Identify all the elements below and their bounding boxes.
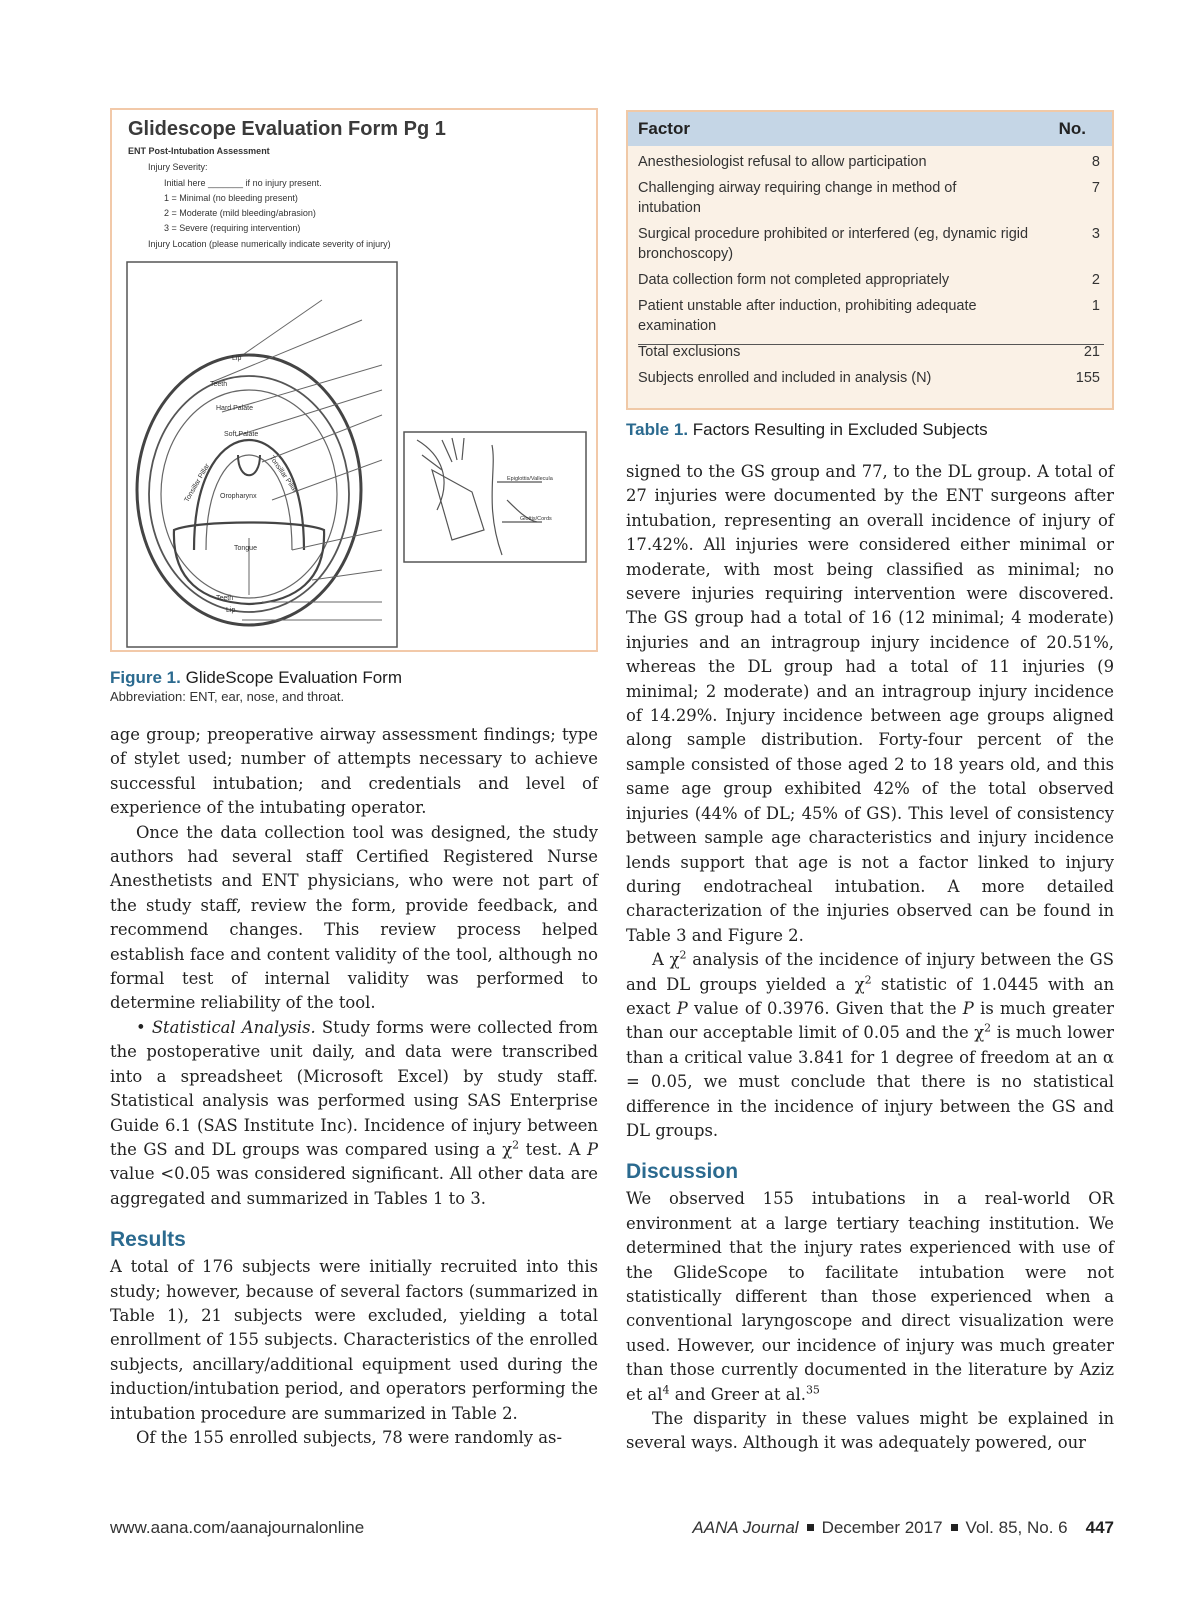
label-soft-palate: Soft Palate [224, 431, 259, 438]
table-caption [626, 420, 988, 440]
table-cell-no: 7 [1091, 180, 1100, 196]
label-lip-lower: Lip [226, 607, 236, 614]
table-cell-no: 155 [1075, 370, 1100, 386]
table-1 [626, 110, 1114, 410]
section-heading-discussion: Discussion [626, 1160, 739, 1184]
table-cell-factor: Patient unstable after induction, prohibiting adequate examination [638, 298, 977, 334]
figure-label: Figure 1. [110, 668, 181, 687]
label-epiglottis: Epiglottis/Vallecula [507, 476, 553, 482]
label-teeth: Teeth [210, 381, 228, 388]
table-header [628, 112, 1112, 146]
page-number: 447 [1085, 1518, 1114, 1537]
table-title: Factors Resulting in Excluded Subjects [692, 420, 988, 439]
label-teeth-lower: Teeth [216, 595, 234, 602]
table-cell-no: 1 [1091, 298, 1100, 314]
paragraph: A total of 176 subjects were initially recruited into this study; however, because of several factors (summarized in Table 1), 21 subjects were excluded, yielding a total enrollment of 155 subjects. Characteristics of the enrolled subjects, ancillary/additional equipment used during the induction/intubation period, and operators performing the intubation procedure are summarized in Table 2. [110, 1257, 598, 1423]
label-tonsillar-pillar-right: Tonsillar Pillar [267, 454, 299, 495]
table-header-factor: Factor [638, 119, 690, 138]
paragraph: The disparity in these values might be explained in several ways. Although it was adequately powered, our [626, 1409, 1114, 1453]
table-cell-factor: Anesthesiologist refusal to allow participation [638, 154, 927, 170]
uvula [238, 455, 260, 475]
subheading-statistical-analysis: Statistical Analysis. [151, 1017, 316, 1037]
form-subtitle: ENT Post-Intubation Assessment [128, 146, 270, 156]
table-cell-factor: Surgical procedure prohibited or interfered (eg, dynamic rigid bronchoscopy) [638, 226, 1029, 262]
larynx-side-view [417, 438, 542, 555]
mouth-diagram [112, 110, 596, 650]
table-cell-factor: Data collection form not completed appropriately [638, 272, 950, 288]
footer-url: www.aana.com/aanajournalonline [110, 1518, 365, 1537]
paragraph-chi-square: A $\chi^2$ analysis of the incidence of injury between the GS and DL groups yielded a $\chi^2$ statistic of 1.0445 with an exact P value of 0.3976. Given that the P is much greater than our acceptable limit of 0.05 and the $\chi^2$ is much lower than a critical value 3.841 for 1 degree of freedom at an α = 0.05, we must conclude that there is no statistical difference in the incidence of injury between the GS and DL groups. [626, 948, 1115, 1140]
right-column [626, 460, 1114, 1456]
form-line: 2 = Moderate (mild bleeding/abrasion) [164, 208, 316, 218]
left-column [110, 723, 598, 1450]
label-lip: Lip [232, 355, 242, 362]
bullet-square-icon [951, 1524, 958, 1531]
table-cell-factor: Total exclusions [638, 344, 741, 360]
figure-abbreviation: Abbreviation: ENT, ear, nose, and throat. [110, 689, 345, 704]
paragraph: Once the data collection tool was designed, the study authors had several staff Certified Registered Nurse Anesthetists and ENT physicians, who were not part of the study staff, review the form, provide feedback, and recommend changes. This review process helped establish face and content validity of the tool, although no formal test of internal validity was performed to determine reliability of the tool. [110, 822, 598, 1013]
table-cell-factor: Subjects enrolled and included in analysis (N) [638, 370, 932, 386]
label-hard-palate: Hard Palate [216, 405, 253, 412]
section-heading-results: Results [110, 1228, 186, 1252]
figure-caption [110, 668, 600, 706]
table-cell-no: 2 [1091, 272, 1100, 288]
label-tongue: Tongue [234, 545, 257, 552]
journal-date: December 2017 [821, 1518, 943, 1537]
paragraph: We observed 155 intubations in a real-world OR environment at a large tertiary teaching institution. We determined that the injury rates experienced with use of the GlideScope to facilitate intubation were not statistically different than those experienced when a conventional laryngoscope and direct visualization were used. However, our incidence of injury was much greater than those currently documented in the literature by Aziz et $al^4$ and Greer at al.$^{35}$ [626, 1189, 1114, 1404]
paragraph: age group; preoperative airway assessment findings; type of stylet used; number of attempts necessary to achieve successful intubation; and credentials and level of experience of the intubating operator. [110, 725, 598, 818]
table-cell-no: 3 [1091, 226, 1100, 242]
table-label: Table 1. [626, 420, 689, 439]
form-line: Initial here _______ if no injury present. [164, 178, 322, 188]
label-tonsillar-pillar-left: Tonsillar Pillar [183, 462, 212, 504]
paragraph: Of the 155 enrolled subjects, 78 were randomly as- [136, 1427, 562, 1447]
table-cell-factor: Challenging airway requiring change in method of intubation [638, 180, 957, 216]
table-header-no: No. [1058, 119, 1086, 138]
form-line: Injury Location (please numerically indicate severity of injury) [148, 239, 391, 249]
form-line: Injury Severity: [148, 162, 208, 172]
journal-volume: Vol. 85, No. 6 [965, 1518, 1068, 1537]
bullet-square-icon [807, 1524, 814, 1531]
footer-journal-info [692, 1518, 1114, 1538]
paragraph-statistical-analysis: • Statistical Analysis. Study forms were collected from the postoperative unit daily, and data were transcribed into a spreadsheet (Microsoft Excel) by study staff. Statistical analysis was performed using SAS Enterprise Guide 6.1 (SAS Institute Inc). Incidence of injury between the GS and DL groups was compared using a $\chi^2$ test. A P value <0.05 was considered significant. All other data are aggregated and summarized in Tables 1 to 3. [110, 1017, 598, 1208]
form-title: Glidescope Evaluation Form Pg 1 [128, 118, 446, 140]
label-glottis: Glottis/Cords [520, 516, 552, 522]
figure-title: GlideScope Evaluation Form [185, 668, 402, 687]
journal-name: AANA Journal [692, 1518, 799, 1537]
table-cell-no: 8 [1091, 154, 1100, 170]
table-cell-no: 21 [1083, 344, 1100, 360]
form-line: 3 = Severe (requiring intervention) [164, 223, 301, 233]
figure-1-evaluation-form [110, 108, 598, 652]
label-oropharynx: Oropharynx [220, 493, 257, 500]
form-line: 1 = Minimal (no bleeding present) [164, 193, 298, 203]
paragraph: signed to the GS group and 77, to the DL group. A total of 27 injuries were documented by the ENT surgeons after intubation, representing an overall incidence of injury of 17.42%. All injuries were considered either minimal or moderate, with most being classified as minimal; no severe injuries requiring intervention were discovered. The GS group had a total of 16 (12 minimal; 4 moderate) injuries and an intragroup injury incidence of 20.51%, whereas the DL group had a total of 11 injuries (9 minimal; 2 moderate) and an intragroup injury incidence of 14.29%. Injury incidence between age groups aligned along sample distribution. Forty-four percent of the sample consisted of those aged 2 to 18 years old, and this same age group exhibited 42% of the total observed injuries (44% of DL; 45% of GS). This level of consistency between sample age characteristics and injury incidence lends support that age is not a factor linked to injury during endotracheal intubation. A more detailed characterization of the injuries observed can be found in Table 3 and Figure 2. [626, 462, 1114, 945]
